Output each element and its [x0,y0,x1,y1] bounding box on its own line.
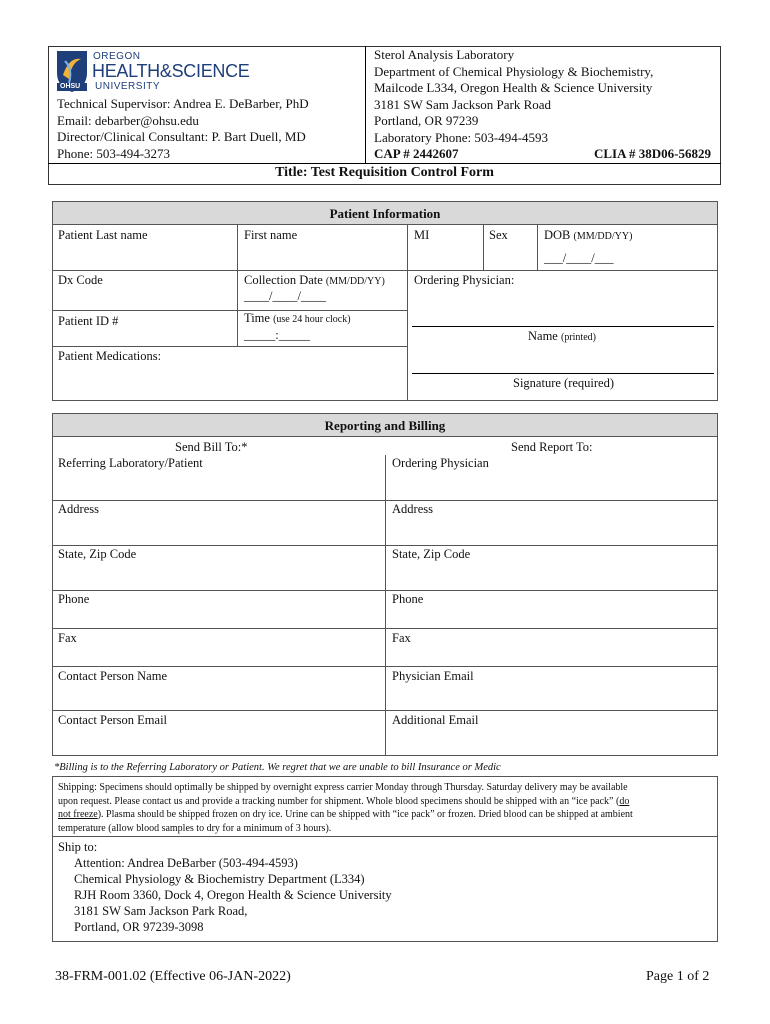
billing-row-rule-1 [52,500,718,501]
report-additional-email-field[interactable]: Additional Email [392,713,479,727]
billing-row-rule-2 [52,545,718,546]
dob-blank[interactable]: ___/____/___ [544,251,614,265]
header-left-line-3: Director/Clinical Consultant: P. Bart Duell, MD [57,129,306,144]
patient-row-rule-2 [52,310,407,311]
patient-row-rule-1 [52,270,718,271]
patient-info-heading: Patient Information [329,206,441,221]
sex-field[interactable]: Sex [489,228,508,242]
billing-row-rule-5 [52,666,718,667]
billing-row-rule-4 [52,628,718,629]
ship-to-label: Ship to: [58,840,98,854]
billing-row-rule-3 [52,590,718,591]
patient-col-rule-2 [407,224,408,401]
report-fax-field[interactable]: Fax [392,631,411,645]
logo-line-university: UNIVERSITY [95,81,161,92]
patient-col-rule-4 [537,224,538,270]
time-label: Time [244,311,270,325]
patient-col-rule-3 [483,224,484,270]
header-left-line-1: Technical Supervisor: Andrea E. DeBarber, PhD [57,96,309,111]
dob-format: (MM/DD/YY) [573,231,633,242]
shipping-line-1: Shipping: Specimens should optimally be shipped by overnight express carrier Monday through Thursday. Saturday delivery may be available [58,782,628,793]
logo-badge: OHSU [60,83,81,90]
shipping-line-3-text: ). Plasma should be shipped frozen on dry ice. Urine can be shipped with “ice pack” or frozen. Dried blood can be shipped at ambient [97,809,633,820]
patient-id-field[interactable]: Patient ID # [58,314,119,328]
mi-field[interactable]: MI [414,228,430,242]
shipping-rule [52,836,718,837]
signature-label: Signature (required) [513,376,615,390]
header-right-line-6: Laboratory Phone: 503-494-4593 [374,130,549,145]
cap-number: CAP # 2442607 [374,146,459,161]
time-blank[interactable]: _____:_____ [244,328,310,342]
time-format: (use 24 hour clock) [273,314,351,325]
header-right-line-5: Portland, OR 97239 [374,113,479,128]
ship-to-line-3: RJH Room 3360, Dock 4, Oregon Health & Science University [74,888,392,902]
patient-header-rule [52,224,718,225]
ohsu-logo [55,49,265,95]
ship-to-line-2: Chemical Physiology & Biochemistry Department (L334) [74,872,365,886]
bill-contact-name-field[interactable]: Contact Person Name [58,669,168,683]
collection-date-format: (MM/DD/YY) [325,276,385,287]
name-label: Name [528,329,558,343]
collection-date-blank[interactable]: ____/____/____ [244,289,326,303]
bill-fax-field[interactable]: Fax [58,631,77,645]
bill-state-zip-field[interactable]: State, Zip Code [58,547,137,561]
first-name-field[interactable]: First name [244,228,298,242]
billing-note: *Billing is to the Referring Laboratory or Patient. We regret that we are unable to bill Insurance or Medic [54,762,501,773]
patient-row-rule-3 [52,346,407,347]
billing-heading: Reporting and Billing [324,418,446,433]
header-left-line-4: Phone: 503-494-3273 [57,146,171,161]
dob-label: DOB [544,228,571,242]
report-state-zip-field[interactable]: State, Zip Code [392,547,471,561]
bill-referring-lab-field[interactable]: Referring Laboratory/Patient [58,456,203,470]
dob-field[interactable] [544,228,632,244]
name-printed-label [528,329,596,345]
patient-medications-field[interactable]: Patient Medications: [58,349,162,363]
time-field[interactable] [244,311,351,327]
bill-phone-field[interactable]: Phone [58,592,90,606]
billing-header-rule [52,436,718,437]
dx-code-field[interactable]: Dx Code [58,273,103,287]
header-right-line-4: 3181 SW Sam Jackson Park Road [374,97,552,112]
header-right-line-3: Mailcode L334, Oregon Health & Science University [374,80,653,95]
send-bill-label: Send Bill To:* [175,440,248,454]
ship-to-line-5: Portland, OR 97239-3098 [74,920,204,934]
clia-number: CLIA # 38D06-56829 [594,146,712,161]
signature-line [412,373,714,374]
shipping-line-2-text: upon request. Please contact us and provide a tracking number for shipment. Whole blood specimens should be shipped with an “ice pack” ( [58,796,620,807]
ship-to-line-1: Attention: Andrea DeBarber (503-494-4593) [74,856,298,870]
send-report-label: Send Report To: [511,440,593,454]
footer-form-id: 38-FRM-001.02 (Effective 06-JAN-2022) [55,969,291,984]
bill-contact-email-field[interactable]: Contact Person Email [58,713,168,727]
header-left-line-2: Email: debarber@ohsu.edu [57,113,199,128]
report-address-field[interactable]: Address [392,502,433,516]
shipping-line-3 [58,809,633,821]
ordering-physician-field[interactable]: Ordering Physician: [414,273,515,287]
report-physician-email-field[interactable]: Physician Email [392,669,474,683]
ship-to-line-4: 3181 SW Sam Jackson Park Road, [74,904,248,918]
header-right-line-2: Department of Chemical Physiology & Biochemistry, [374,64,654,79]
bill-address-field[interactable]: Address [58,502,99,516]
header-divider-horizontal [48,163,721,164]
logo-line-health-science: HEALTH&SCIENCE [92,61,250,81]
shipping-line-4: temperature (allow blood samples to dry for a minimum of 3 hours). [58,823,332,834]
report-ordering-physician-field[interactable]: Ordering Physician [392,456,489,470]
header-right-line-1: Sterol Analysis Laboratory [374,47,515,62]
footer-page-number: Page 1 of 2 [646,969,710,984]
shipping-do-underlined: do [619,796,630,807]
shipping-not-freeze-underlined: not freeze [58,809,98,820]
shipping-line-2 [58,796,629,808]
name-signature-line [412,326,714,327]
patient-col-rule-1 [237,224,238,346]
name-format: (printed) [560,332,596,343]
report-phone-field[interactable]: Phone [392,592,424,606]
logo-line-oregon: OREGON [93,51,141,62]
header-divider-vertical [365,46,366,163]
form-title: Title: Test Requisition Control Form [275,165,494,180]
billing-row-rule-6 [52,710,718,711]
collection-date-label: Collection Date [244,273,323,287]
collection-date-field[interactable] [244,273,385,289]
patient-last-name-field[interactable]: Patient Last name [58,228,148,242]
